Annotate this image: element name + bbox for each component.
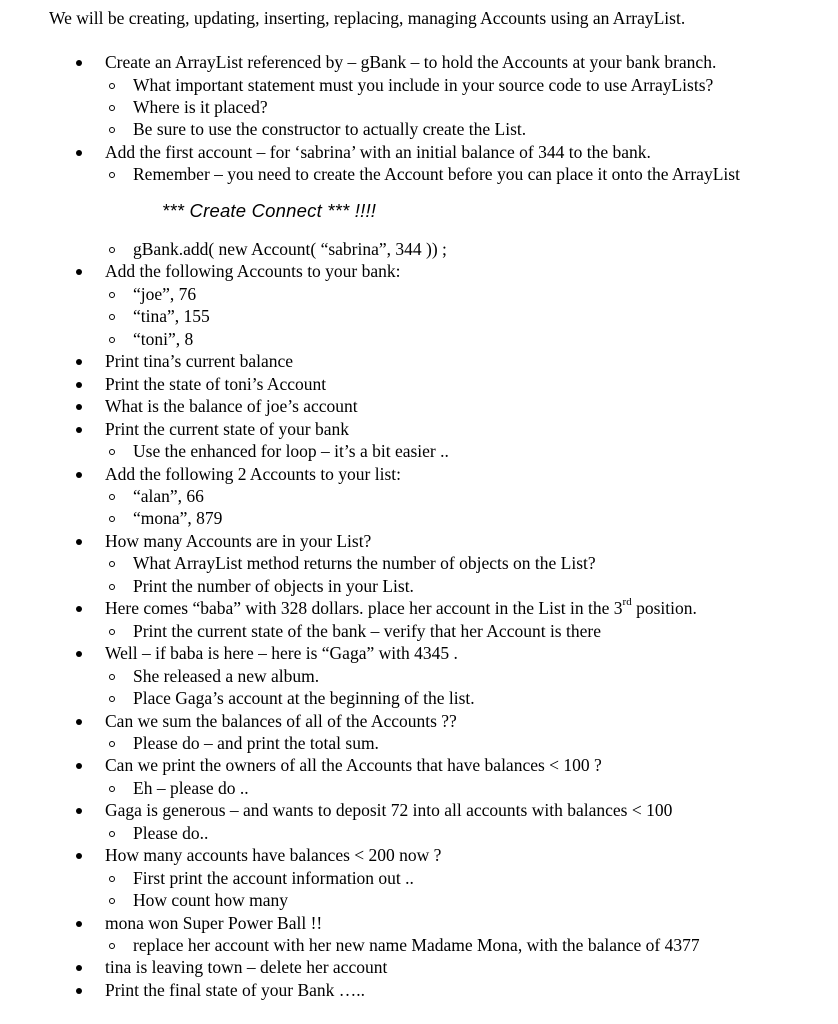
- item-text: Print the current state of your bank: [105, 418, 349, 439]
- item-text: Eh – please do ..: [133, 777, 249, 798]
- item-text: Print the final state of your Bank …..: [105, 979, 366, 1000]
- item-text: “joe”, 76: [133, 283, 197, 304]
- circle-bullet-icon: [109, 674, 115, 680]
- item-text: Well – if baba is here – here is “Gaga” with 4345 .: [105, 643, 458, 664]
- item-text: Be sure to use the constructor to actually create the List.: [133, 119, 527, 140]
- circle-bullet-icon: [109, 247, 115, 253]
- bullet-icon: [76, 404, 82, 410]
- item-text: tina is leaving town – delete her account: [105, 957, 388, 978]
- bullet-icon: [76, 853, 82, 859]
- circle-bullet-icon: [109, 584, 115, 590]
- item-text: How count how many: [133, 890, 289, 911]
- bullet-icon: [76, 988, 82, 994]
- item-text: Print the state of toni’s Account: [105, 373, 327, 394]
- title-text: We will be creating, updating, inserting, replacing, managing Accounts using an ArrayList.: [49, 8, 686, 28]
- bullet-icon: [76, 606, 82, 612]
- bullet-icon: [76, 472, 82, 478]
- bullet-icon: [76, 382, 82, 388]
- circle-bullet-icon: [109, 105, 115, 111]
- circle-bullet-icon: [109, 943, 115, 949]
- item-text: What important statement must you include in your source code to use ArrayLists?: [133, 74, 714, 95]
- item-text-tail: position.: [631, 598, 697, 619]
- item-text: mona won Super Power Ball !!: [105, 912, 323, 933]
- item-text: First print the account information out ..: [133, 867, 414, 888]
- bullet-icon: [76, 269, 82, 275]
- bullet-icon: [76, 539, 82, 545]
- item-text: Place Gaga’s account at the beginning of the list.: [133, 688, 475, 708]
- circle-bullet-icon: [109, 337, 115, 343]
- item-text: gBank.add( new Account( “sabrina”, 344 )) ;: [133, 239, 447, 259]
- ordinal-suffix: rd: [622, 596, 632, 609]
- circle-bullet-icon: [109, 83, 115, 89]
- item-text: Can we print the owners of all the Accounts that have balances < 100 ?: [105, 755, 602, 776]
- circle-bullet-icon: [109, 314, 115, 320]
- circle-bullet-icon: [109, 696, 115, 702]
- bullet-icon: [76, 719, 82, 725]
- bullet-icon: [76, 60, 82, 66]
- bullet-icon: [76, 651, 82, 657]
- circle-bullet-icon: [109, 292, 115, 298]
- item-text: “toni”, 8: [133, 328, 194, 349]
- item-text: *** Create Connect *** !!!!: [162, 200, 377, 221]
- item-text: She released a new album.: [133, 665, 320, 686]
- item-text: What ArrayList method returns the number of objects on the List?: [133, 553, 596, 574]
- circle-bullet-icon: [109, 127, 115, 133]
- item-text: Use the enhanced for loop – it’s a bit easier ..: [133, 441, 449, 461]
- item-text: Print tina’s current balance: [105, 351, 294, 372]
- circle-bullet-icon: [109, 561, 115, 567]
- bullet-icon: [76, 427, 82, 433]
- bullet-icon: [76, 965, 82, 971]
- item-text: replace her account with her new name Madame Mona, with the balance of 4377: [133, 935, 700, 955]
- item-text: Print the number of objects in your List.: [133, 575, 414, 596]
- circle-bullet-icon: [109, 898, 115, 904]
- item-text: “mona”, 879: [133, 508, 223, 529]
- circle-bullet-icon: [109, 449, 115, 455]
- item-text: “tina”, 155: [133, 306, 210, 327]
- item-text: [105, 597, 697, 619]
- bullet-icon: [76, 150, 82, 156]
- item-text: Where is it placed?: [133, 96, 268, 117]
- bullet-icon: [76, 763, 82, 769]
- circle-bullet-icon: [109, 741, 115, 747]
- item-text: Please do..: [133, 822, 209, 843]
- circle-bullet-icon: [109, 494, 115, 500]
- item-text: Gaga is generous – and wants to deposit 72 into all accounts with balances < 100: [105, 800, 673, 821]
- item-text: Please do – and print the total sum.: [133, 732, 379, 753]
- item-text: Remember – you need to create the Account before you can place it onto the ArrayList: [133, 164, 740, 185]
- circle-bullet-icon: [109, 876, 115, 882]
- item-text: Add the following 2 Accounts to your list:: [105, 463, 402, 484]
- item-text: How many Accounts are in your List?: [105, 530, 372, 551]
- item-text: Create an ArrayList referenced by – gBank – to hold the Accounts at your bank branch.: [105, 52, 717, 72]
- item-text: “alan”, 66: [133, 485, 204, 506]
- item-text: Can we sum the balances of all of the Accounts ??: [105, 710, 457, 731]
- item-text: Add the following Accounts to your bank:: [105, 261, 401, 282]
- bullet-icon: [76, 359, 82, 365]
- bullet-icon: [76, 921, 82, 927]
- item-text: What is the balance of joe’s account: [105, 396, 358, 417]
- circle-bullet-icon: [109, 516, 115, 522]
- item-text: Print the current state of the bank – verify that her Account is there: [133, 620, 601, 641]
- circle-bullet-icon: [109, 629, 115, 635]
- circle-bullet-icon: [109, 831, 115, 837]
- bullet-icon: [76, 808, 82, 814]
- circle-bullet-icon: [109, 786, 115, 792]
- item-text-head: Here comes “baba” with 328 dollars. place her account in the List in the 3: [105, 598, 623, 619]
- item-text: Add the first account – for ‘sabrina’ with an initial balance of 344 to the bank.: [105, 141, 651, 162]
- circle-bullet-icon: [109, 172, 115, 178]
- item-text: How many accounts have balances < 200 now ?: [105, 845, 442, 866]
